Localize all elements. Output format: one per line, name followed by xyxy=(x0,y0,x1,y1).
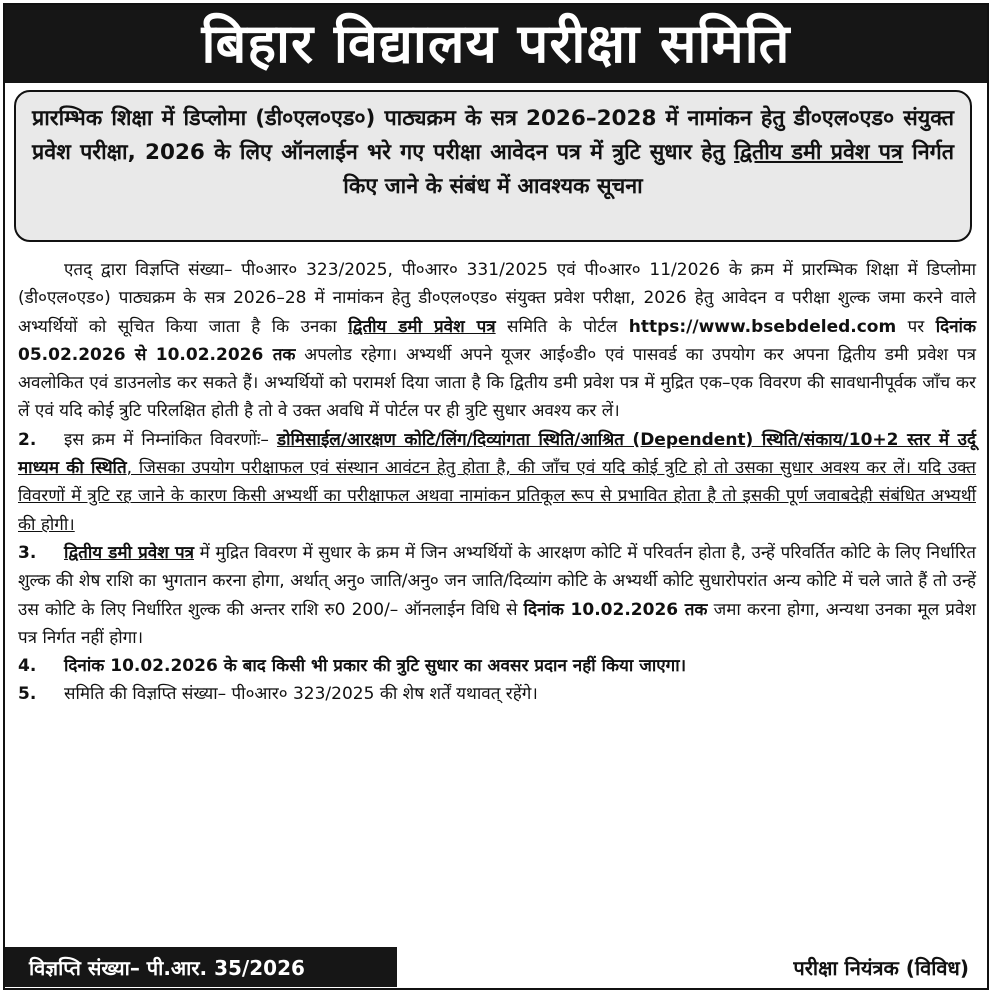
p3-bold-2: दिनांक 10.02.2026 तक xyxy=(523,599,708,620)
p4-number: 4. xyxy=(18,656,37,677)
p1-bold-1: द्वितीय डमी प्रवेश पत्र xyxy=(348,316,496,337)
notice-number: विज्ञप्ति संख्या– पी.आर. 35/2026 xyxy=(5,947,397,987)
p5-text-1: समिति की विज्ञप्ति संख्या– पी०आर० 323/2025 की शेष शर्तें यथावत् रहेंगे। xyxy=(64,684,538,705)
portal-link[interactable]: https://www.bsebdeled.com xyxy=(628,316,897,337)
paragraph-5 xyxy=(18,680,976,708)
paragraph-1 xyxy=(18,256,976,426)
p4-bold-1: दिनांक 10.02.2026 के बाद किसी भी प्रकार की त्रुटि सुधार का अवसर प्रदान नहीं किया जाएगा। xyxy=(64,656,687,677)
subject-highlight: द्वितीय डमी प्रवेश पत्र xyxy=(734,140,903,165)
p1-text-1: एतद् द्वारा विज्ञप्ति संख्या– पी०आर० 323/2025, पी०आर० 331/2025 एवं पी०आर० 11/2026 के क्रम में प्रारम्भिक शिक्षा में डिप्लोमा (डी०एल०एड०) पाठ्यक्रम के सत्र 2026–28 में नामांकन हेतु डी०एल०एड० संयुक्त प्रवेश परीक्षा, 2026 हेतु आवेदन व परीक्षा शुल्क जमा करने वाले अभ्यर्थियों को सूचित किया जाता है कि उनका xyxy=(18,260,976,337)
page-header xyxy=(5,5,987,83)
p3-bold-1: द्वितीय डमी प्रवेश पत्र xyxy=(64,542,195,563)
notice-body xyxy=(18,256,976,709)
p2-text-2: , जिसका उपयोग परीक्षाफल एवं संस्थान आवंटन हेतु होता है, की जाँच एवं यदि कोई त्रुटि हो तो उसका सुधार अवश्य कर लें। यदि उक्त विवरणों में त्रुटि रह जाने के कारण किसी अभ्यर्थी का परीक्षाफल अथवा नामांकन प्रतिकूल रूप से प्रभावित होता है तो इसकी पूर्ण जवाबदेही संबंधित अभ्यर्थी की होगी। xyxy=(18,458,976,535)
p1-text-4: अपलोड रहेगा। अभ्यर्थी अपने यूजर आई०डी० एवं पासवर्ड का उपयोग कर अपना द्वितीय डमी प्रवेश पत्र अवलोकित एवं डाउनलोड कर सकते हैं। अभ्यर्थियों को परामर्श दिया जाता है कि द्वितीय डमी प्रवेश पत्र में मुद्रित एक–एक विवरण की सावधानीपूर्वक जाँच कर लें एवं यदि कोई त्रुटि परिलक्षित होती है तो वे उक्त अवधि में पोर्टल पर ही त्रुटि सुधार अवश्य कर लें। xyxy=(18,344,976,422)
p2-bold-1: डोमिसाईल/आरक्षण कोटि/लिंग/दिव्यांगता स्थिति/आश्रित (Dependent) स्थिति/संकाय/10+2 स्तर में उर्दू माध्यम की स्थिति xyxy=(18,429,976,479)
page-footer xyxy=(5,947,987,987)
page-title: बिहार विद्यालय परीक्षा समिति xyxy=(201,12,791,75)
p1-text-3: पर xyxy=(896,316,936,337)
subject-text-2: निर्गत किए जाने के संबंध में आवश्यक सूचना xyxy=(343,140,954,199)
p3-text-1: में मुद्रित विवरण में सुधार के क्रम में जिन अभ्यर्थियों के आरक्षण कोटि में परिवर्तन होता है, उन्हें परिवर्तित कोटि के लिए निर्धारित शुल्क की शेष राशि का भुगतान करना होगा, अर्थात् अनु० जाति/अनु० जन जाति/दिव्यांग कोटि के अभ्यर्थी कोटि सुधारोपरांत अन्य कोटि में चले जाते हैं तो उन्हें उस कोटि के लिए निर्धारित शुल्क की अन्तर राशि रु0 200/– ऑनलाईन विधि से xyxy=(18,542,976,620)
paragraph-4 xyxy=(18,652,976,680)
p3-text-2: जमा करना होगा, अन्यथा उनका मूल प्रवेश पत्र निर्गत नहीं होगा। xyxy=(18,599,976,648)
p2-text-1: इस क्रम में निम्नांकित विवरणोंः– xyxy=(64,429,277,450)
p3-number: 3. xyxy=(18,542,37,563)
p5-number: 5. xyxy=(18,684,37,705)
p2-number: 2. xyxy=(18,429,37,450)
paragraph-3 xyxy=(18,539,976,652)
paragraph-2 xyxy=(18,426,976,539)
p1-bold-2: दिनांक 05.02.2026 से 10.02.2026 तक xyxy=(18,316,977,365)
p1-text-2: समिति के पोर्टल xyxy=(495,316,629,337)
subject-text-1: प्रारम्भिक शिक्षा में डिप्लोमा (डी०एल०एड०) पाठ्यक्रम के सत्र 2026–2028 में नामांकन हेतु डी०एल०एड० संयुक्त प्रवेश परीक्षा, 2026 के लिए ऑनलाईन भरे गए परीक्षा आवेदन पत्र में त्रुटि सुधार हेतु xyxy=(32,106,954,165)
signatory: परीक्षा नियंत्रक (विविध) xyxy=(793,955,969,980)
subject-box xyxy=(14,90,972,242)
